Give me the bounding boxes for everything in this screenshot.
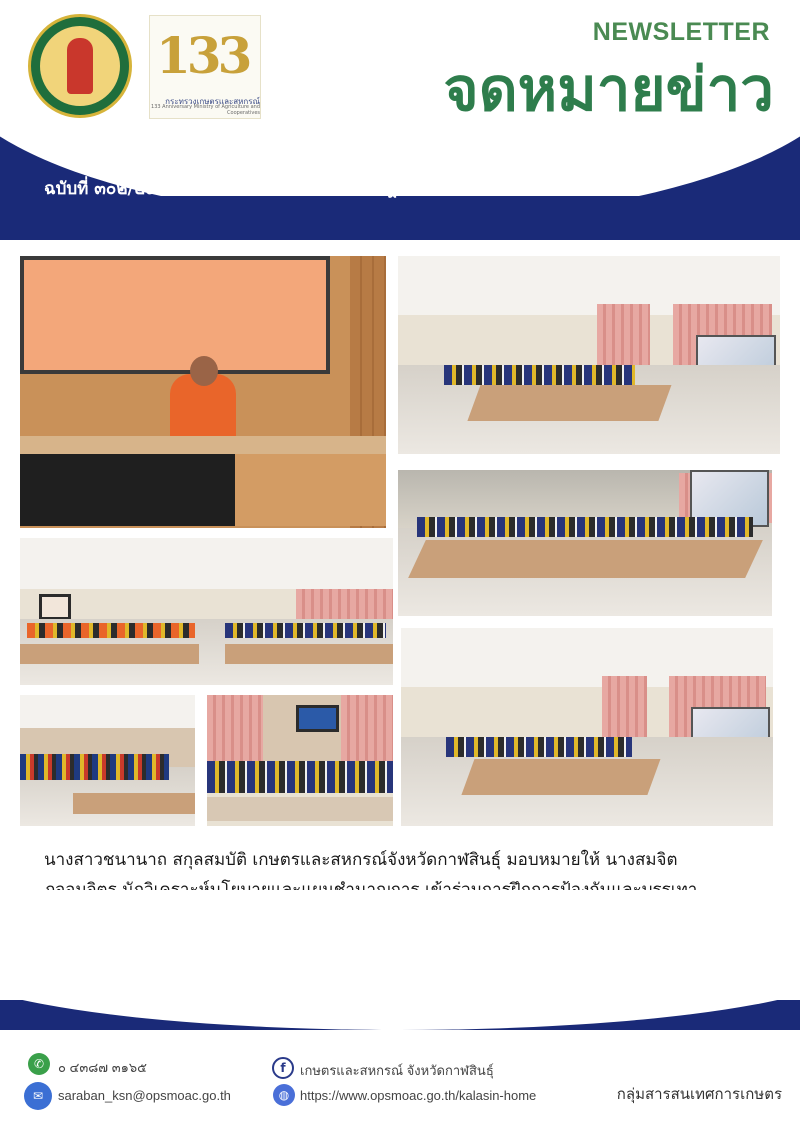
photo-meeting-room-1 <box>398 256 780 454</box>
photo-presenter <box>20 256 386 528</box>
footer-group-name: กลุ่มสารสนเทศการเกษตร <box>616 1086 782 1103</box>
newsletter-thai-title: จดหมายข่าว <box>443 56 774 123</box>
anniversary-133-logo <box>149 15 261 119</box>
photo-meeting-room-2 <box>20 538 393 685</box>
footer-facebook[interactable]: เกษตรและสหกรณ์ จังหวัดกาฬสินธุ์ <box>300 1063 494 1078</box>
logo133-number: 133 <box>156 26 249 85</box>
logo133-english: 133 Anniversary Ministry of Agriculture and Cooperatives <box>151 104 260 116</box>
web-icon: ◍ <box>273 1084 295 1106</box>
footer-email[interactable]: saraban_ksn@opsmoac.go.th <box>58 1088 231 1103</box>
footer-white-wave <box>0 890 800 1030</box>
issue-date: ประจำวันที่ ๘ กรกฎาคม ๒๕๖๘ <box>250 179 484 199</box>
logo133-thai: กระทรวงเกษตรและสหกรณ์ <box>165 97 260 106</box>
facebook-icon: f <box>272 1057 294 1079</box>
photo-meeting-row <box>398 470 772 616</box>
header-band <box>0 196 800 240</box>
newsletter-label: NEWSLETTER <box>592 18 770 46</box>
photo-attendees <box>207 695 393 826</box>
photo-group <box>20 695 195 826</box>
office-name: สำนักงานเกษตรและสหกรณ์จังหวัดกาฬสินธุ์ <box>50 142 446 166</box>
photo-meeting-room-3 <box>401 628 773 826</box>
ministry-seal-logo <box>28 14 132 118</box>
footer-phone: ๐ ๔๓๘๗ ๓๑๖๕ <box>58 1060 147 1075</box>
issue-number: ฉบับที่ ๓๐๒/๒๕๖๘ <box>44 179 182 199</box>
phone-icon: ✆ <box>28 1053 50 1075</box>
body-line: นางสาวชนานาถ สกุลสมบัติ เกษตรและสหกรณ์จังหวัดกาฬสินธุ์ มอบหมายให้ นางสมจิต <box>44 850 678 870</box>
email-icon: ✉ <box>24 1082 52 1110</box>
footer-website[interactable]: https://www.opsmoac.go.th/kalasin-home <box>300 1088 537 1103</box>
